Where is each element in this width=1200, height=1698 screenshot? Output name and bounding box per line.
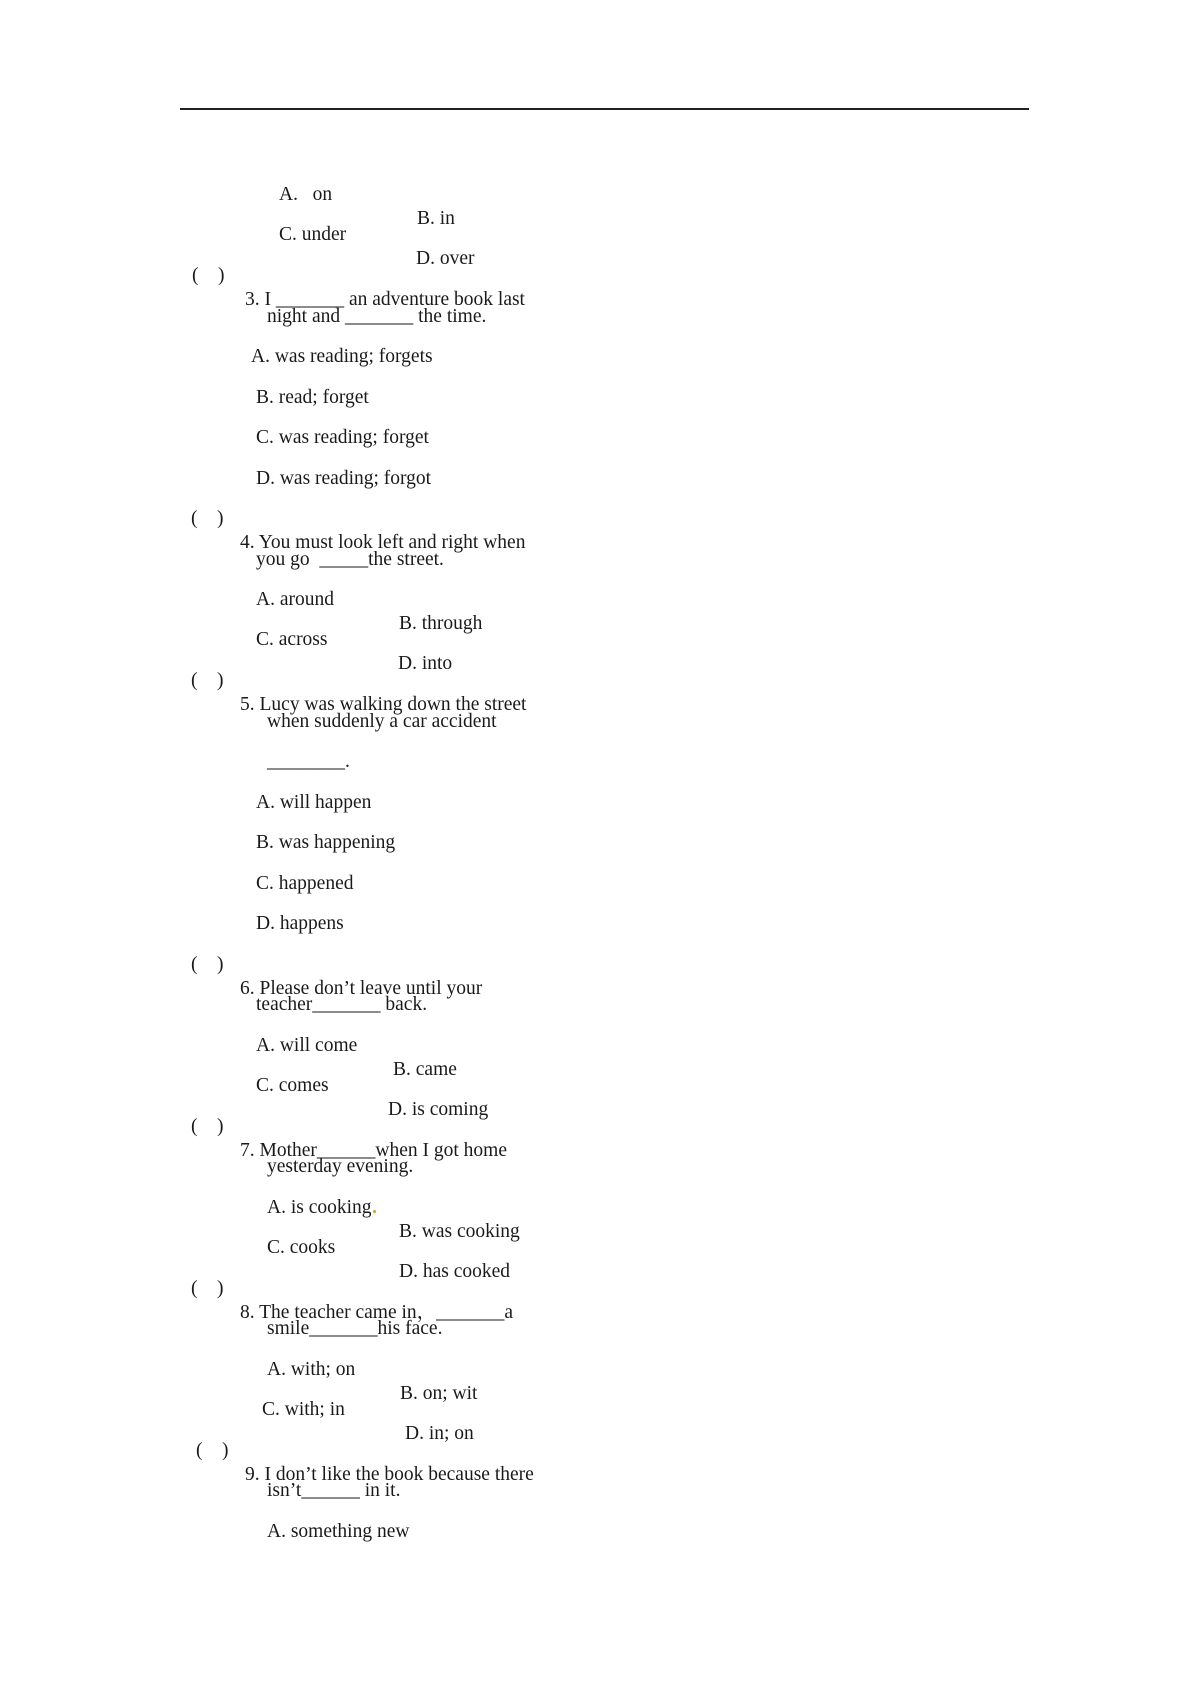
q5-option-b: B. was happening bbox=[256, 832, 396, 853]
q4-option-b: B. through bbox=[399, 613, 483, 634]
q4-option-d: D. into bbox=[398, 653, 453, 674]
q7-option-c: C. cooks bbox=[267, 1237, 336, 1258]
q9-answer-blank[interactable]: ( ) bbox=[196, 1440, 229, 1461]
q5-answer-blank[interactable]: ( ) bbox=[191, 670, 224, 691]
q2-option-c: C. under bbox=[279, 224, 347, 245]
q5-stem-cont: when suddenly a car accident bbox=[267, 711, 497, 732]
q5-stem: 5. Lucy was walking down the street bbox=[240, 694, 527, 715]
q4-answer-blank[interactable]: ( ) bbox=[191, 508, 224, 529]
q7-option-b: B. was cooking bbox=[399, 1221, 520, 1242]
q2-option-b: B. in bbox=[417, 208, 455, 229]
q4-option-c: C. across bbox=[256, 629, 328, 650]
q9-stem: 9. I don’t like the book because there bbox=[245, 1464, 534, 1485]
q8-stem-cont: smile_______his face. bbox=[267, 1318, 443, 1339]
q5-option-a: A. will happen bbox=[256, 792, 372, 813]
q7-option-a bbox=[267, 1196, 376, 1220]
q7-stem-cont: yesterday evening. bbox=[267, 1156, 414, 1177]
q5-option-c: C. happened bbox=[256, 873, 354, 894]
q8-stem: 8. The teacher came in，_______a bbox=[240, 1302, 514, 1323]
q6-option-d: D. is coming bbox=[388, 1099, 489, 1120]
q3-stem: 3. I _______ an adventure book last bbox=[245, 289, 525, 310]
q7-option-a-text: A. is cooking bbox=[267, 1197, 372, 1218]
q5-stem-blank: ________. bbox=[267, 751, 350, 772]
q7-stem: 7. Mother______when I got home bbox=[240, 1140, 508, 1161]
q6-option-c: C. comes bbox=[256, 1075, 329, 1096]
q8-option-a: A. with; on bbox=[267, 1359, 356, 1380]
q3-answer-blank[interactable]: ( ) bbox=[192, 265, 225, 286]
q2-option-d: D. over bbox=[416, 248, 475, 269]
q9-option-a: A. something new bbox=[267, 1521, 410, 1542]
q8-option-b: B. on; wit bbox=[400, 1383, 478, 1404]
q6-option-b: B. came bbox=[393, 1059, 457, 1080]
q3-stem-cont: night and _______ the time. bbox=[267, 306, 487, 327]
q3-option-c: C. was reading; forget bbox=[256, 427, 429, 448]
q3-option-b: B. read; forget bbox=[256, 387, 369, 408]
q8-option-c: C. with; in bbox=[262, 1399, 345, 1420]
q8-option-d: D. in; on bbox=[405, 1423, 474, 1444]
q9-option-a-row bbox=[0, 1496, 410, 1544]
q4-option-a: A. around bbox=[256, 589, 334, 610]
q6-option-a: A. will come bbox=[256, 1035, 358, 1056]
q6-stem-cont: teacher_______ back. bbox=[256, 994, 428, 1015]
q9-stem-cont: isn’t______ in it. bbox=[267, 1480, 401, 1501]
q8-answer-blank[interactable]: ( ) bbox=[191, 1278, 224, 1299]
yellow-dot-mark bbox=[373, 1210, 376, 1213]
q6-stem: 6. Please don’t leave until your bbox=[240, 978, 483, 999]
q3-option-a: A. was reading; forgets bbox=[251, 346, 433, 367]
q7-answer-blank[interactable]: ( ) bbox=[191, 1116, 224, 1137]
header-rule bbox=[180, 108, 1029, 110]
q6-answer-blank[interactable]: ( ) bbox=[191, 954, 224, 975]
q2-option-a: A. on bbox=[279, 184, 333, 205]
q7-option-d: D. has cooked bbox=[399, 1261, 511, 1282]
q4-stem: 4. You must look left and right when bbox=[240, 532, 526, 553]
q5-option-d: D. happens bbox=[256, 913, 344, 934]
q3-option-d: D. was reading; forgot bbox=[256, 468, 432, 489]
q4-stem-cont: you go _____the street. bbox=[256, 549, 444, 570]
